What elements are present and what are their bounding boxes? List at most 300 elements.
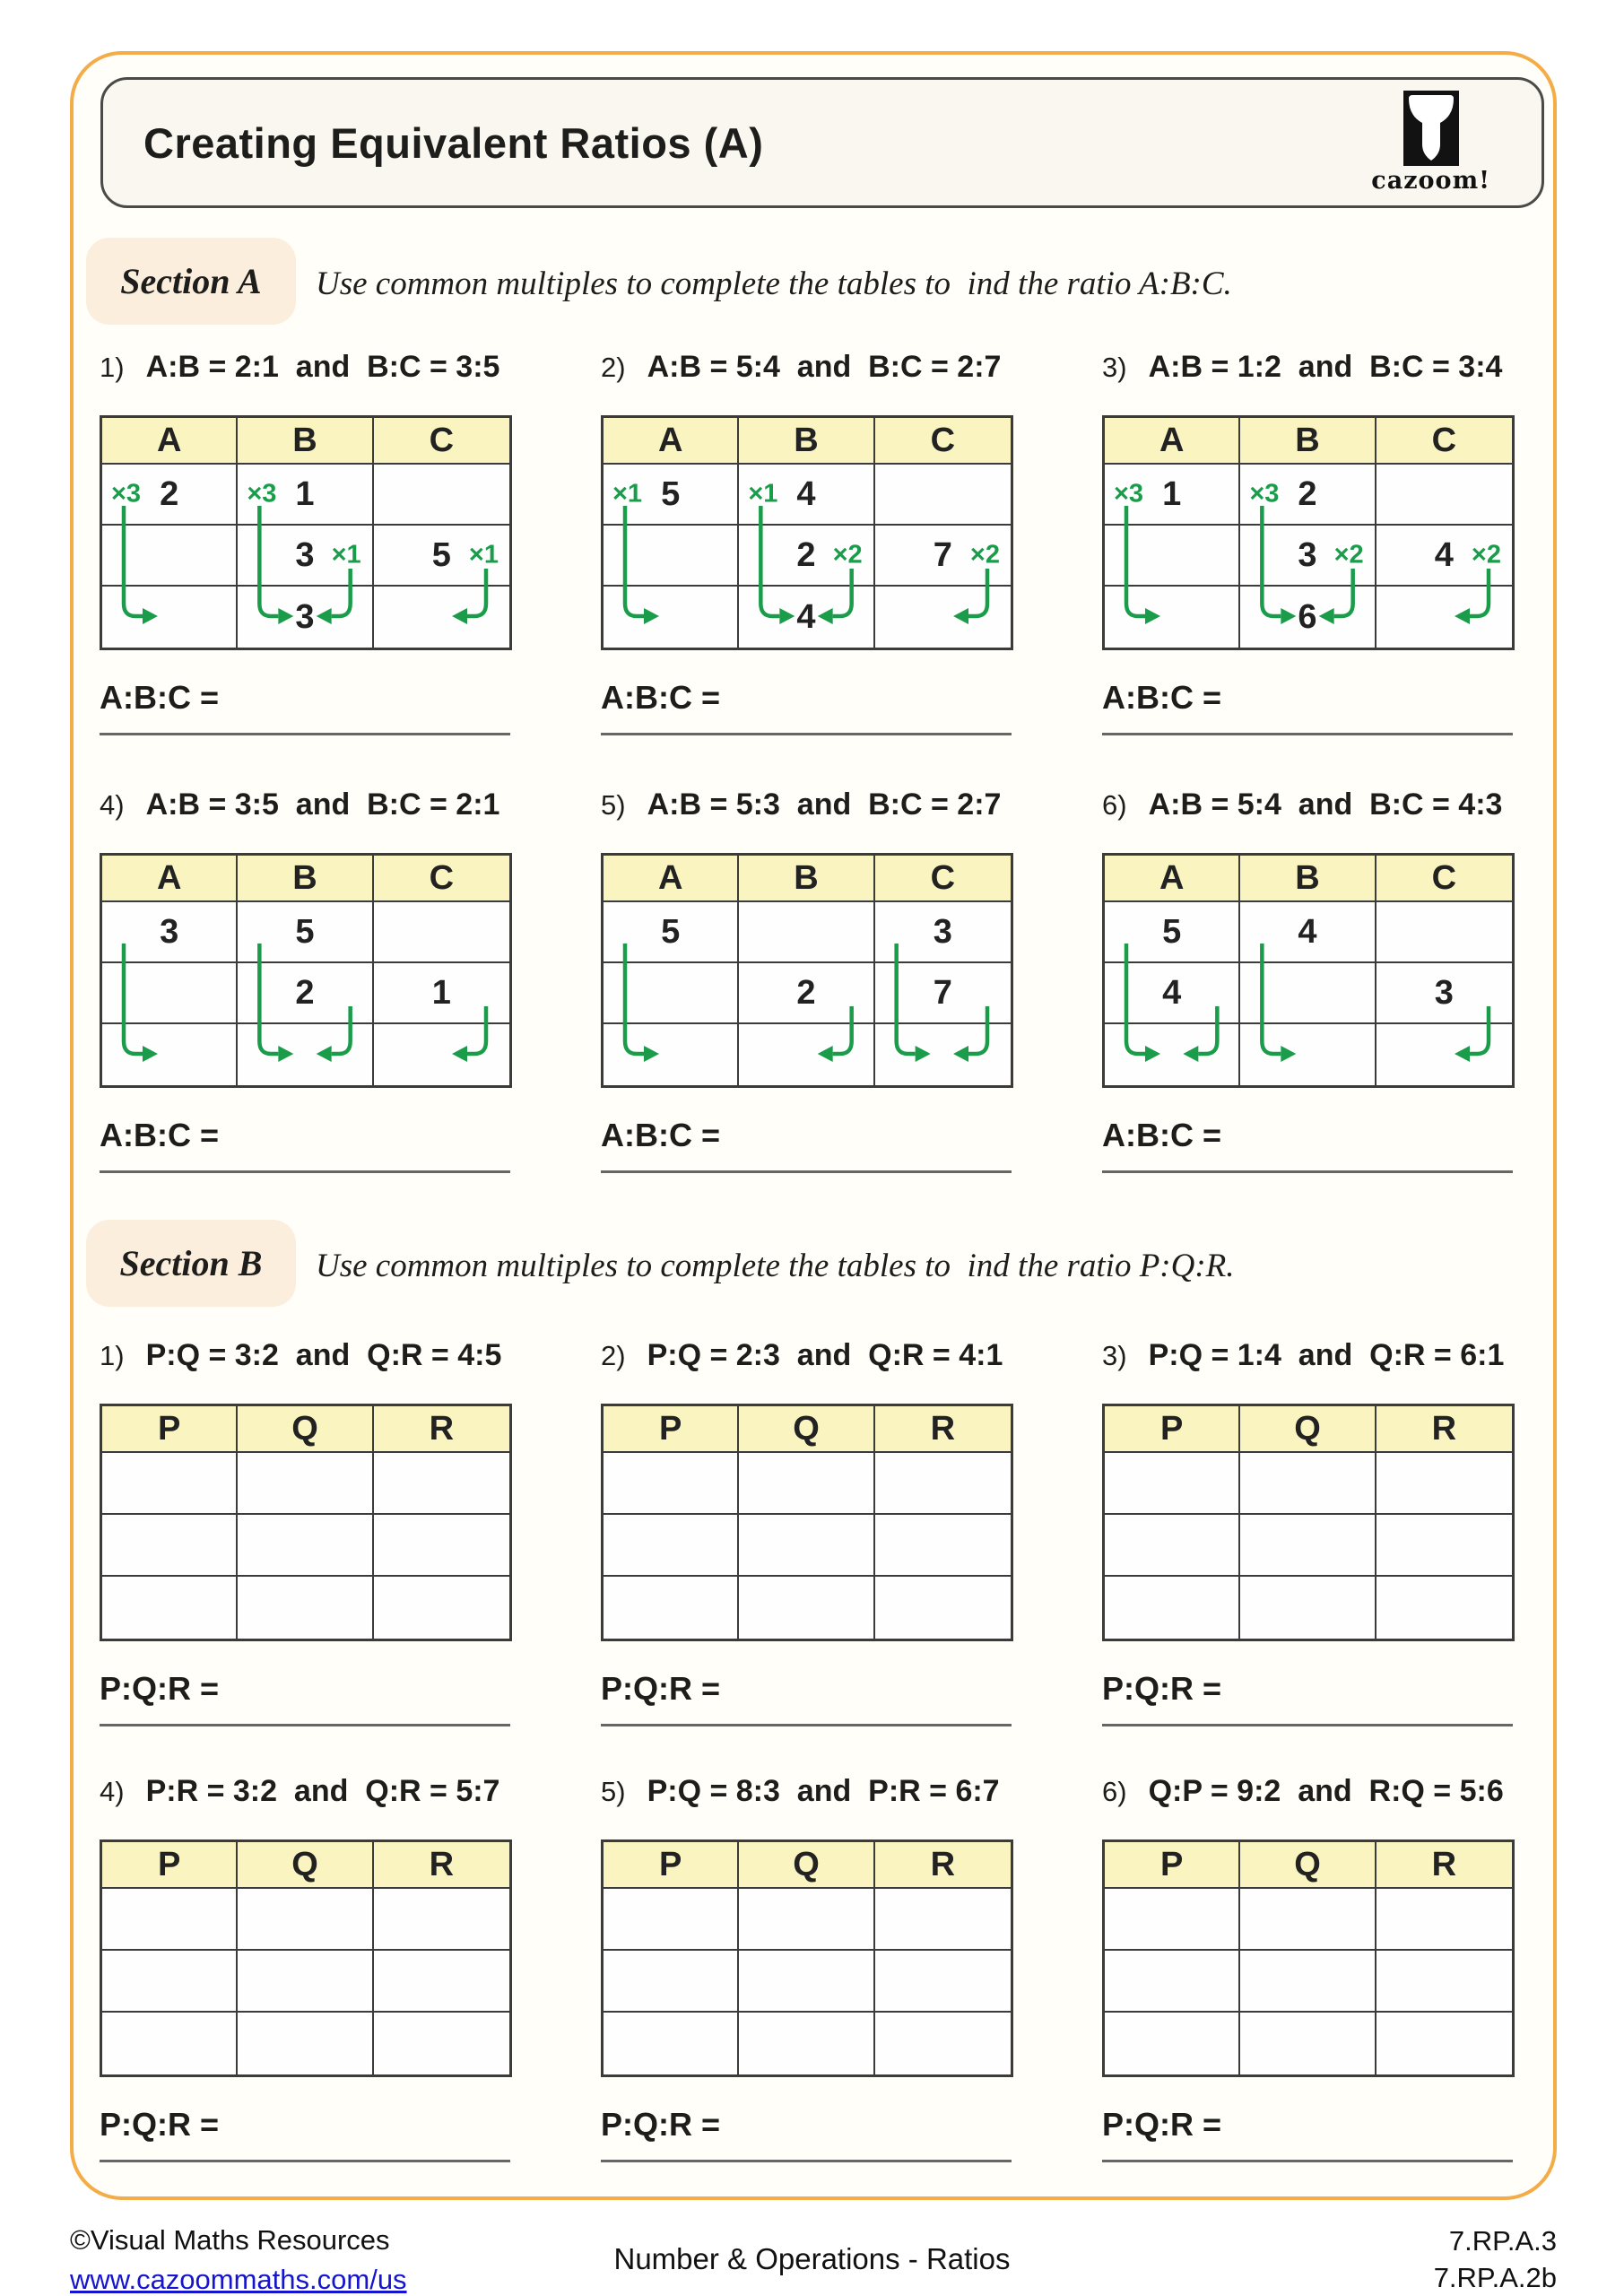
problem-number: 1): [100, 1340, 125, 1371]
table-cell: [1105, 1889, 1240, 1951]
table-cell: [1240, 1453, 1376, 1515]
table-cell: [374, 963, 509, 1024]
table-body: [1105, 1453, 1512, 1639]
table-cell: [238, 1515, 373, 1577]
table-body: [604, 1889, 1011, 2074]
table-cell: [1240, 1577, 1376, 1639]
table-cell: [739, 1889, 874, 1951]
column-header: R: [429, 1409, 455, 1448]
column-header: R: [1431, 1409, 1457, 1448]
cell-value: 4: [796, 474, 816, 513]
problem-ratios: A:B = 1:2 and B:C = 3:4: [1148, 350, 1503, 384]
ratio-table: [1102, 1839, 1515, 2077]
answer-label: P:Q:R =: [100, 1670, 220, 1707]
answer-line: [1102, 2160, 1513, 2162]
table-header-row: [604, 418, 1011, 465]
section-b-problems-row-1: [100, 1338, 1515, 1726]
table-cell: [374, 2013, 509, 2074]
cell-value: 1: [431, 973, 451, 1012]
column-header: Q: [238, 1406, 373, 1451]
cell-value: 5: [661, 912, 681, 951]
table-body: [102, 465, 509, 648]
table-cell: [238, 526, 373, 587]
table-cell: [238, 1889, 373, 1951]
table-header-row: [1105, 418, 1512, 465]
table-cell: [374, 587, 509, 648]
answer-line: [601, 733, 1012, 735]
table-cell: [604, 526, 739, 587]
table-cell: [739, 1951, 874, 2013]
answer-label: A:B:C =: [1102, 679, 1221, 716]
table-cell: [1240, 1515, 1376, 1577]
problem-ratios: A:B = 2:1 and B:C = 3:5: [145, 350, 500, 384]
table-cell: [1240, 1024, 1376, 1085]
table-body: [1105, 465, 1512, 648]
problem-ratios: A:B = 5:4 and B:C = 2:7: [647, 350, 1002, 384]
table-cell: [102, 2013, 238, 2074]
cell-value: 1: [1162, 474, 1182, 513]
worksheet-header: [100, 77, 1544, 208]
section-a-label: Section A: [86, 238, 296, 325]
table-cell: [875, 526, 1011, 587]
problem-statement: [1102, 1774, 1515, 1839]
table-cell: [1240, 526, 1376, 587]
column-header: R: [930, 1409, 956, 1448]
answer-line: [1102, 1170, 1513, 1173]
ratio-problem: [100, 1774, 512, 2162]
table-cell: [1376, 1515, 1512, 1577]
column-header: Q: [739, 1406, 874, 1451]
table-body: [1105, 1889, 1512, 2074]
table-cell: [604, 1453, 739, 1515]
answer-line: [601, 1170, 1012, 1173]
cell-value: 5: [1162, 912, 1182, 951]
table-cell: [1105, 587, 1240, 648]
table-cell: [102, 902, 238, 963]
table-cell: [374, 1453, 509, 1515]
cell-value: 2: [796, 535, 816, 574]
logo-wordmark: cazoom!: [1371, 167, 1490, 195]
table-cell: [374, 1951, 509, 2013]
multiplier-label: ×3: [111, 479, 142, 509]
table-cell: [1376, 2013, 1512, 2074]
table-header-row: [604, 1842, 1011, 1889]
table-cell: [739, 1515, 874, 1577]
table-cell: [875, 1515, 1011, 1577]
problem-number: 6): [1102, 1776, 1127, 1807]
table-body: [1105, 902, 1512, 1085]
answer-label: A:B:C =: [1102, 1117, 1221, 1153]
table-cell: [1105, 902, 1240, 963]
table-cell: [1105, 1951, 1240, 2013]
cell-value: 5: [431, 535, 451, 574]
ratio-table: [601, 853, 1013, 1088]
table-cell: [739, 526, 874, 587]
column-header: Q: [739, 1842, 874, 1887]
ratio-table: [601, 1404, 1013, 1641]
cell-value: 4: [1298, 912, 1317, 951]
table-cell: [1240, 902, 1376, 963]
cell-value: 4: [1162, 973, 1182, 1012]
column-header: Q: [238, 1842, 373, 1887]
cell-value: 3: [295, 597, 315, 636]
website-link[interactable]: www.cazoommaths.com/us: [70, 2264, 407, 2295]
column-header: B: [739, 856, 874, 900]
table-cell: [604, 1024, 739, 1085]
problem-ratios: P:Q = 3:2 and Q:R = 4:5: [145, 1338, 502, 1372]
ratio-table: [601, 1839, 1013, 2077]
table-cell: [875, 1453, 1011, 1515]
table-body: [604, 902, 1011, 1085]
answer-label: P:Q:R =: [1102, 2106, 1222, 2143]
table-cell: [238, 465, 373, 526]
table-header-row: [604, 1406, 1011, 1453]
problem-ratios: A:B = 3:5 and B:C = 2:1: [145, 787, 500, 822]
table-cell: [604, 1577, 739, 1639]
ratio-table: [1102, 1404, 1515, 1641]
cell-value: 4: [1434, 535, 1454, 574]
table-cell: [374, 1024, 509, 1085]
standard-code-2: 7.RP.A.2b: [1433, 2262, 1557, 2293]
column-header: B: [1240, 856, 1376, 900]
table-body: [604, 465, 1011, 648]
table-cell: [1376, 526, 1512, 587]
footer-topic: Number & Operations - Ratios: [613, 2242, 1011, 2275]
column-header: R: [1431, 1845, 1457, 1883]
problem-number: 4): [100, 1776, 125, 1807]
cell-value: 3: [1298, 535, 1317, 574]
table-cell: [102, 465, 238, 526]
table-cell: [374, 902, 509, 963]
multiplier-label: ×3: [1114, 479, 1144, 509]
problem-statement: [601, 787, 1013, 853]
problem-ratios: P:Q = 8:3 and P:R = 6:7: [647, 1774, 1000, 1808]
table-cell: [604, 902, 739, 963]
table-cell: [102, 587, 238, 648]
cell-value: 2: [160, 474, 179, 513]
table-cell: [739, 2013, 874, 2074]
problem-ratios: P:Q = 1:4 and Q:R = 6:1: [1148, 1338, 1505, 1372]
table-cell: [739, 963, 874, 1024]
multiplier-label: ×2: [969, 540, 1000, 570]
problem-number: 3): [1102, 352, 1127, 383]
section-a-instruction: Use common multiples to complete the tables to ind the ratio A:B:C.: [316, 265, 1232, 302]
multiplier-label: ×2: [1333, 540, 1364, 570]
table-cell: [875, 1889, 1011, 1951]
table-cell: [604, 963, 739, 1024]
answer-label: P:Q:R =: [100, 2106, 220, 2143]
table-cell: [1376, 1577, 1512, 1639]
table-header-row: [102, 1406, 509, 1453]
section-b-label: Section B: [86, 1220, 296, 1307]
table-cell: [102, 526, 238, 587]
answer-line: [601, 1724, 1012, 1726]
table-cell: [1376, 1951, 1512, 2013]
table-header-row: [102, 1842, 509, 1889]
table-cell: [1376, 1889, 1512, 1951]
column-header: C: [1431, 421, 1457, 459]
table-cell: [1105, 2013, 1240, 2074]
table-cell: [1105, 465, 1240, 526]
section-b-instruction: Use common multiples to complete the tables to ind the ratio P:Q:R.: [316, 1248, 1235, 1284]
cell-value: 3: [295, 535, 315, 574]
column-header: B: [1240, 418, 1376, 463]
table-cell: [875, 2013, 1011, 2074]
table-cell: [102, 1577, 238, 1639]
column-header: C: [930, 858, 956, 897]
ratio-table: [1102, 853, 1515, 1088]
table-header-row: [102, 856, 509, 902]
problem-number: 5): [601, 1776, 626, 1807]
table-cell: [875, 1024, 1011, 1085]
problem-statement: [601, 1338, 1013, 1404]
column-header: R: [930, 1845, 956, 1883]
problem-statement: [100, 787, 512, 853]
column-header: B: [739, 418, 874, 463]
cell-value: 3: [933, 912, 952, 951]
cell-value: 5: [661, 474, 681, 513]
table-body: [604, 1453, 1011, 1639]
cell-value: 7: [933, 535, 952, 574]
table-cell: [1240, 587, 1376, 648]
answer-label: P:Q:R =: [601, 2106, 721, 2143]
ratio-problem: [1102, 350, 1515, 735]
ratio-problem: [601, 787, 1013, 1173]
table-cell: [739, 902, 874, 963]
cell-value: 3: [160, 912, 179, 951]
table-cell: [238, 963, 373, 1024]
multiplier-label: ×1: [748, 479, 778, 509]
column-header: P: [604, 1842, 739, 1887]
table-cell: [1240, 465, 1376, 526]
table-cell: [875, 587, 1011, 648]
problem-ratios: A:B = 5:3 and B:C = 2:7: [647, 787, 1002, 822]
table-cell: [1240, 1889, 1376, 1951]
table-cell: [739, 465, 874, 526]
problem-ratios: A:B = 5:4 and B:C = 4:3: [1148, 787, 1503, 822]
table-cell: [238, 2013, 373, 2074]
column-header: P: [102, 1406, 238, 1451]
table-cell: [1240, 1951, 1376, 2013]
column-header: C: [1431, 858, 1457, 897]
table-cell: [875, 1951, 1011, 2013]
table-cell: [238, 1453, 373, 1515]
table-cell: [1105, 1577, 1240, 1639]
table-cell: [238, 587, 373, 648]
table-cell: [374, 526, 509, 587]
cazoom-logo: [1371, 91, 1490, 195]
column-header: R: [429, 1845, 455, 1883]
table-cell: [102, 1951, 238, 2013]
ratio-problem: [601, 1338, 1013, 1726]
table-body: [102, 1453, 509, 1639]
table-cell: [604, 1889, 739, 1951]
table-header-row: [102, 418, 509, 465]
problem-statement: [1102, 1338, 1515, 1404]
problem-statement: [1102, 787, 1515, 853]
copyright-text: ©Visual Maths Resources: [70, 2224, 390, 2256]
multiplier-label: ×2: [832, 540, 863, 570]
table-cell: [604, 1515, 739, 1577]
kazoo-icon: [1403, 91, 1459, 166]
table-cell: [374, 465, 509, 526]
table-cell: [102, 1453, 238, 1515]
ratio-problem: [601, 1774, 1013, 2162]
table-cell: [238, 1577, 373, 1639]
problem-number: 5): [601, 789, 626, 821]
table-cell: [1105, 1024, 1240, 1085]
problem-number: 3): [1102, 1340, 1127, 1371]
multiplier-label: ×1: [331, 540, 361, 570]
multiplier-label: ×1: [468, 540, 499, 570]
column-header: P: [1105, 1842, 1240, 1887]
column-header: C: [429, 858, 455, 897]
table-cell: [374, 1577, 509, 1639]
table-cell: [1376, 963, 1512, 1024]
cell-value: 2: [796, 973, 816, 1012]
column-header: C: [429, 421, 455, 459]
table-cell: [1105, 1515, 1240, 1577]
column-header: B: [238, 418, 373, 463]
column-header: A: [604, 418, 739, 463]
answer-label: A:B:C =: [601, 679, 720, 716]
column-header: B: [238, 856, 373, 900]
table-cell: [1376, 465, 1512, 526]
section-b-problems-row-2: [100, 1774, 1515, 2162]
answer-label: A:B:C =: [601, 1117, 720, 1153]
problem-number: 6): [1102, 789, 1127, 821]
problem-number: 2): [601, 352, 626, 383]
table-cell: [1376, 1453, 1512, 1515]
ratio-table: [100, 415, 512, 650]
multiplier-label: ×2: [1471, 540, 1501, 570]
column-header: P: [604, 1406, 739, 1451]
section-a-problems-row-1: [100, 350, 1515, 735]
table-cell: [1105, 963, 1240, 1024]
table-cell: [1105, 1453, 1240, 1515]
ratio-table: [1102, 415, 1515, 650]
table-cell: [604, 2013, 739, 2074]
table-header-row: [1105, 1406, 1512, 1453]
column-header: P: [1105, 1406, 1240, 1451]
table-cell: [1105, 526, 1240, 587]
ratio-problem: [1102, 1774, 1515, 2162]
answer-line: [100, 2160, 510, 2162]
table-cell: [374, 1889, 509, 1951]
problem-statement: [1102, 350, 1515, 415]
cell-value: 4: [796, 597, 816, 636]
column-header: C: [930, 421, 956, 459]
problem-number: 4): [100, 789, 125, 821]
cell-value: 5: [295, 912, 315, 951]
table-cell: [102, 963, 238, 1024]
problem-ratios: P:R = 3:2 and Q:R = 5:7: [145, 1774, 500, 1808]
answer-label: P:Q:R =: [1102, 1670, 1222, 1707]
table-cell: [1376, 1024, 1512, 1085]
table-cell: [739, 1577, 874, 1639]
cell-value: 7: [933, 973, 952, 1012]
ratio-problem: [601, 350, 1013, 735]
table-cell: [739, 587, 874, 648]
table-cell: [604, 465, 739, 526]
table-cell: [875, 902, 1011, 963]
answer-label: P:Q:R =: [601, 1670, 721, 1707]
standard-code-1: 7.RP.A.3: [1448, 2225, 1557, 2257]
ratio-problem: [100, 350, 512, 735]
table-cell: [739, 1453, 874, 1515]
section-a-problems-row-2: [100, 787, 1515, 1173]
ratio-table: [100, 1404, 512, 1641]
table-cell: [1240, 963, 1376, 1024]
answer-line: [100, 733, 510, 735]
table-cell: [604, 1951, 739, 2013]
answer-line: [601, 2160, 1012, 2162]
problem-statement: [601, 350, 1013, 415]
table-cell: [102, 1515, 238, 1577]
problem-statement: [601, 1774, 1013, 1839]
table-cell: [1240, 2013, 1376, 2074]
cell-value: 1: [295, 474, 315, 513]
ratio-problem: [1102, 1338, 1515, 1726]
ratio-table: [601, 415, 1013, 650]
answer-line: [100, 1170, 510, 1173]
ratio-problem: [100, 787, 512, 1173]
multiplier-label: ×3: [1249, 479, 1280, 509]
answer-label: A:B:C =: [100, 679, 219, 716]
column-header: Q: [1240, 1842, 1376, 1887]
table-cell: [739, 1024, 874, 1085]
table-cell: [604, 587, 739, 648]
table-cell: [875, 963, 1011, 1024]
answer-line: [1102, 1724, 1513, 1726]
column-header: A: [1105, 418, 1240, 463]
ratio-problem: [100, 1338, 512, 1726]
problem-ratios: Q:P = 9:2 and R:Q = 5:6: [1148, 1774, 1504, 1808]
table-body: [102, 1889, 509, 2074]
cell-value: 3: [1434, 973, 1454, 1012]
column-header: A: [604, 856, 739, 900]
table-cell: [238, 1024, 373, 1085]
column-header: Q: [1240, 1406, 1376, 1451]
cell-value: 6: [1298, 597, 1317, 636]
table-cell: [102, 1024, 238, 1085]
problem-statement: [100, 1338, 512, 1404]
problem-number: 2): [601, 1340, 626, 1371]
problem-number: 1): [100, 352, 125, 383]
problem-statement: [100, 1774, 512, 1839]
page-title: Creating Equivalent Ratios (A): [143, 118, 764, 167]
cell-value: 2: [1298, 474, 1317, 513]
table-header-row: [604, 856, 1011, 902]
column-header: A: [102, 418, 238, 463]
ratio-table: [100, 1839, 512, 2077]
column-header: A: [1105, 856, 1240, 900]
problem-ratios: P:Q = 2:3 and Q:R = 4:1: [647, 1338, 1003, 1372]
table-cell: [875, 1577, 1011, 1639]
ratio-problem: [1102, 787, 1515, 1173]
answer-line: [1102, 733, 1513, 735]
table-cell: [1376, 587, 1512, 648]
table-header-row: [1105, 1842, 1512, 1889]
table-header-row: [1105, 856, 1512, 902]
problem-statement: [100, 350, 512, 415]
table-cell: [374, 1515, 509, 1577]
table-cell: [875, 465, 1011, 526]
table-cell: [238, 902, 373, 963]
multiplier-label: ×1: [612, 479, 643, 509]
table-cell: [1376, 902, 1512, 963]
multiplier-label: ×3: [247, 479, 277, 509]
